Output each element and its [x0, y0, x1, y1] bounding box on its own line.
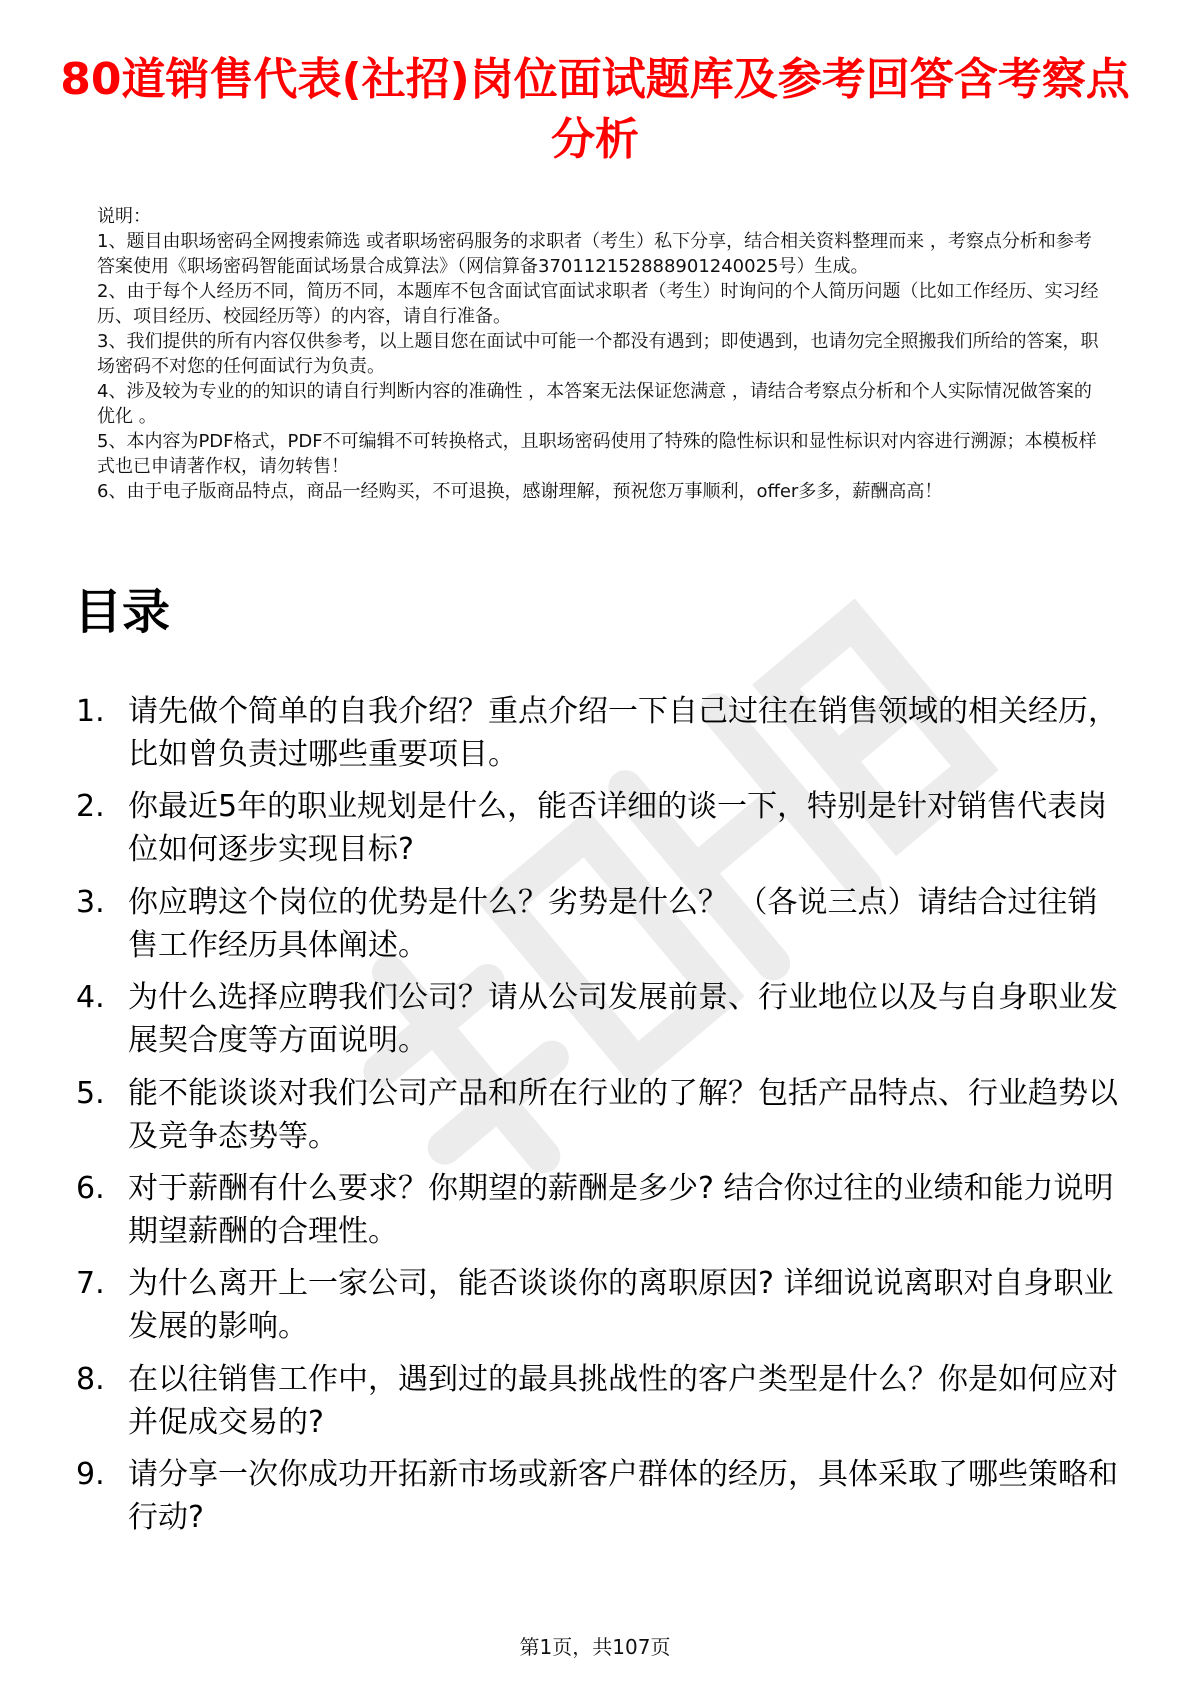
page-footer: 第1页，共107页: [519, 1635, 671, 1659]
question-number: 3.: [76, 885, 105, 920]
question-item: [70, 785, 1120, 871]
question-number: 7.: [76, 1266, 105, 1301]
question-text: 能不能谈谈对我们公司产品和所在行业的了解？包括产品特点、行业趋势以及竞争态势等。: [128, 1076, 1118, 1154]
note-item: 5、本内容为PDF格式，PDF不可编辑不可转换格式，且职场密码使用了特殊的隐性标识和显性标识对内容进行溯源；本模板样式也已申请著作权，请勿转售！: [97, 431, 1097, 477]
note-item: 2、由于每个人经历不同，简历不同，本题库不包含面试官面试求职者（考生）时询问的个人简历问题（比如工作经历、实习经历、项目经历、校园经历等）的内容，请自行准备。: [97, 281, 1099, 327]
question-text: 请先做个简单的自我介绍？重点介绍一下自己过往在销售领域的相关经历，比如曾负责过哪些重要项目。: [128, 694, 1118, 772]
question-item: [70, 881, 1120, 967]
question-item: [70, 1358, 1120, 1444]
question-number: 2.: [76, 789, 105, 824]
question-number: 8.: [76, 1362, 105, 1397]
question-item: [70, 1453, 1120, 1539]
question-text: 为什么离开上一家公司，能否谈谈你的离职原因? 详细说说离职对自身职业发展的影响。: [128, 1266, 1114, 1344]
question-item: [70, 1072, 1120, 1158]
question-text: 你最近5年的职业规划是什么，能否详细的谈一下，特别是针对销售代表岗位如何逐步实现目标?: [128, 789, 1108, 867]
question-text: 请分享一次你成功开拓新市场或新客户群体的经历，具体采取了哪些策略和行动?: [128, 1457, 1118, 1535]
note-item: 3、我们提供的所有内容仅供参考，以上题目您在面试中可能一个都没有遇到；即使遇到，也请勿完全照搬我们所给的答案，职场密码不对您的任何面试行为负责。: [97, 331, 1099, 377]
note-item: 4、涉及较为专业的的知识的请自行判断内容的准确性 ，本答案无法保证您满意 ，请结合考察点分析和个人实际情况做答案的优化 。: [97, 381, 1092, 427]
question-text: 你应聘这个岗位的优势是什么？劣势是什么？ （各说三点）请结合过往销售工作经历具体阐述。: [128, 885, 1098, 963]
question-number: 4.: [76, 980, 105, 1015]
note-item: 1、题目由职场密码全网搜索筛选 或者职场密码服务的求职者（考生）私下分享，结合相关资料整理而来 ，考察点分析和参考答案使用《职场密码智能面试场景合成算法》（网信算备370112152888901240025号）生成。: [97, 231, 1092, 277]
question-item: [70, 1262, 1120, 1348]
question-text: 对于薪酬有什么要求？你期望的薪酬是多少? 结合你过往的业绩和能力说明期望薪酬的合理性。: [128, 1171, 1114, 1249]
question-number: 6.: [76, 1171, 105, 1206]
notes-heading: 说明：: [97, 206, 151, 227]
question-text: 为什么选择应聘我们公司？请从公司发展前景、行业地位以及与自身职业发展契合度等方面说明。: [128, 980, 1118, 1058]
question-number: 5.: [76, 1076, 105, 1111]
notes-section: [97, 204, 1107, 504]
note-item: 6、由于电子版商品特点，商品一经购买，不可退换，感谢理解，预祝您万事顺利，offer多多，薪酬高高！: [97, 481, 943, 502]
toc-heading: 目录: [74, 584, 171, 640]
document-title: 80道销售代表(社招)岗位面试题库及参考回答含考察点分析: [60, 54, 1130, 165]
question-item: [70, 976, 1120, 1062]
question-text: 在以往销售工作中，遇到过的最具挑战性的客户类型是什么？你是如何应对并促成交易的?: [128, 1362, 1118, 1440]
question-item: [70, 690, 1120, 776]
question-item: [70, 1167, 1120, 1253]
question-number: 9.: [76, 1457, 105, 1492]
question-number: 1.: [76, 694, 105, 729]
